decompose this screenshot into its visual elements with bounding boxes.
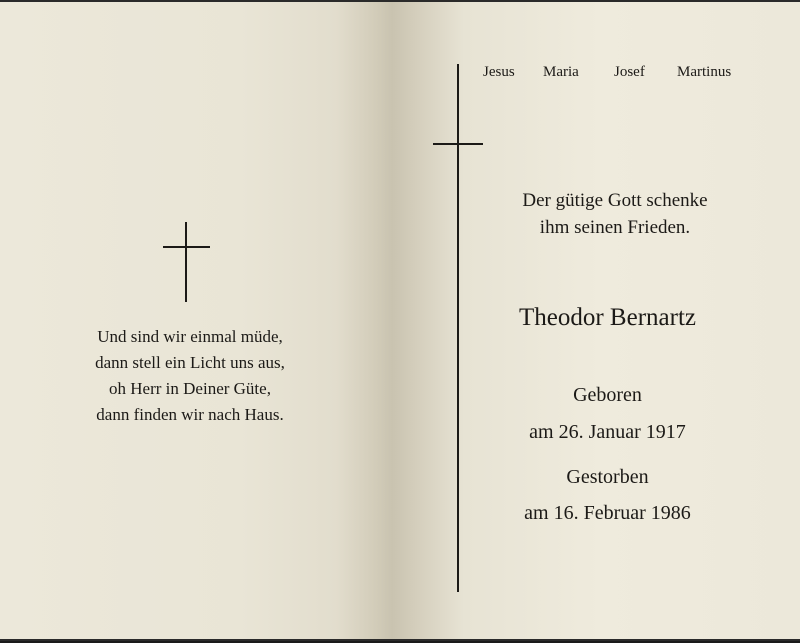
- small-cross-icon: [185, 222, 187, 302]
- born-date: am 26. Januar 1917: [529, 421, 686, 443]
- left-page: [0, 2, 395, 643]
- name-martinus: Martinus: [677, 64, 732, 80]
- name-josef: Josef: [614, 64, 645, 80]
- born-label: Geboren: [573, 384, 642, 406]
- large-cross-bar: [433, 143, 483, 145]
- poem-line: oh Herr in Deiner Güte,: [109, 379, 271, 398]
- poem: [40, 324, 340, 428]
- died-date: am 16. Februar 1986: [524, 502, 691, 524]
- deceased-name: Theodor Bernartz: [518, 304, 696, 331]
- poem-line: dann stell ein Licht uns aus,: [95, 353, 285, 372]
- blessing: [480, 187, 750, 241]
- died-label: Gestorben: [566, 466, 649, 488]
- poem-line: dann finden wir nach Haus.: [96, 405, 284, 424]
- name-jesus: Jesus: [483, 64, 515, 80]
- small-cross-bar: [163, 246, 210, 248]
- blessing-line: Der gütige Gott schenke: [522, 190, 708, 211]
- poem-line: Und sind wir einmal müde,: [97, 327, 283, 346]
- name-maria: Maria: [543, 64, 579, 80]
- blessing-line: ihm seinen Frieden.: [539, 217, 691, 238]
